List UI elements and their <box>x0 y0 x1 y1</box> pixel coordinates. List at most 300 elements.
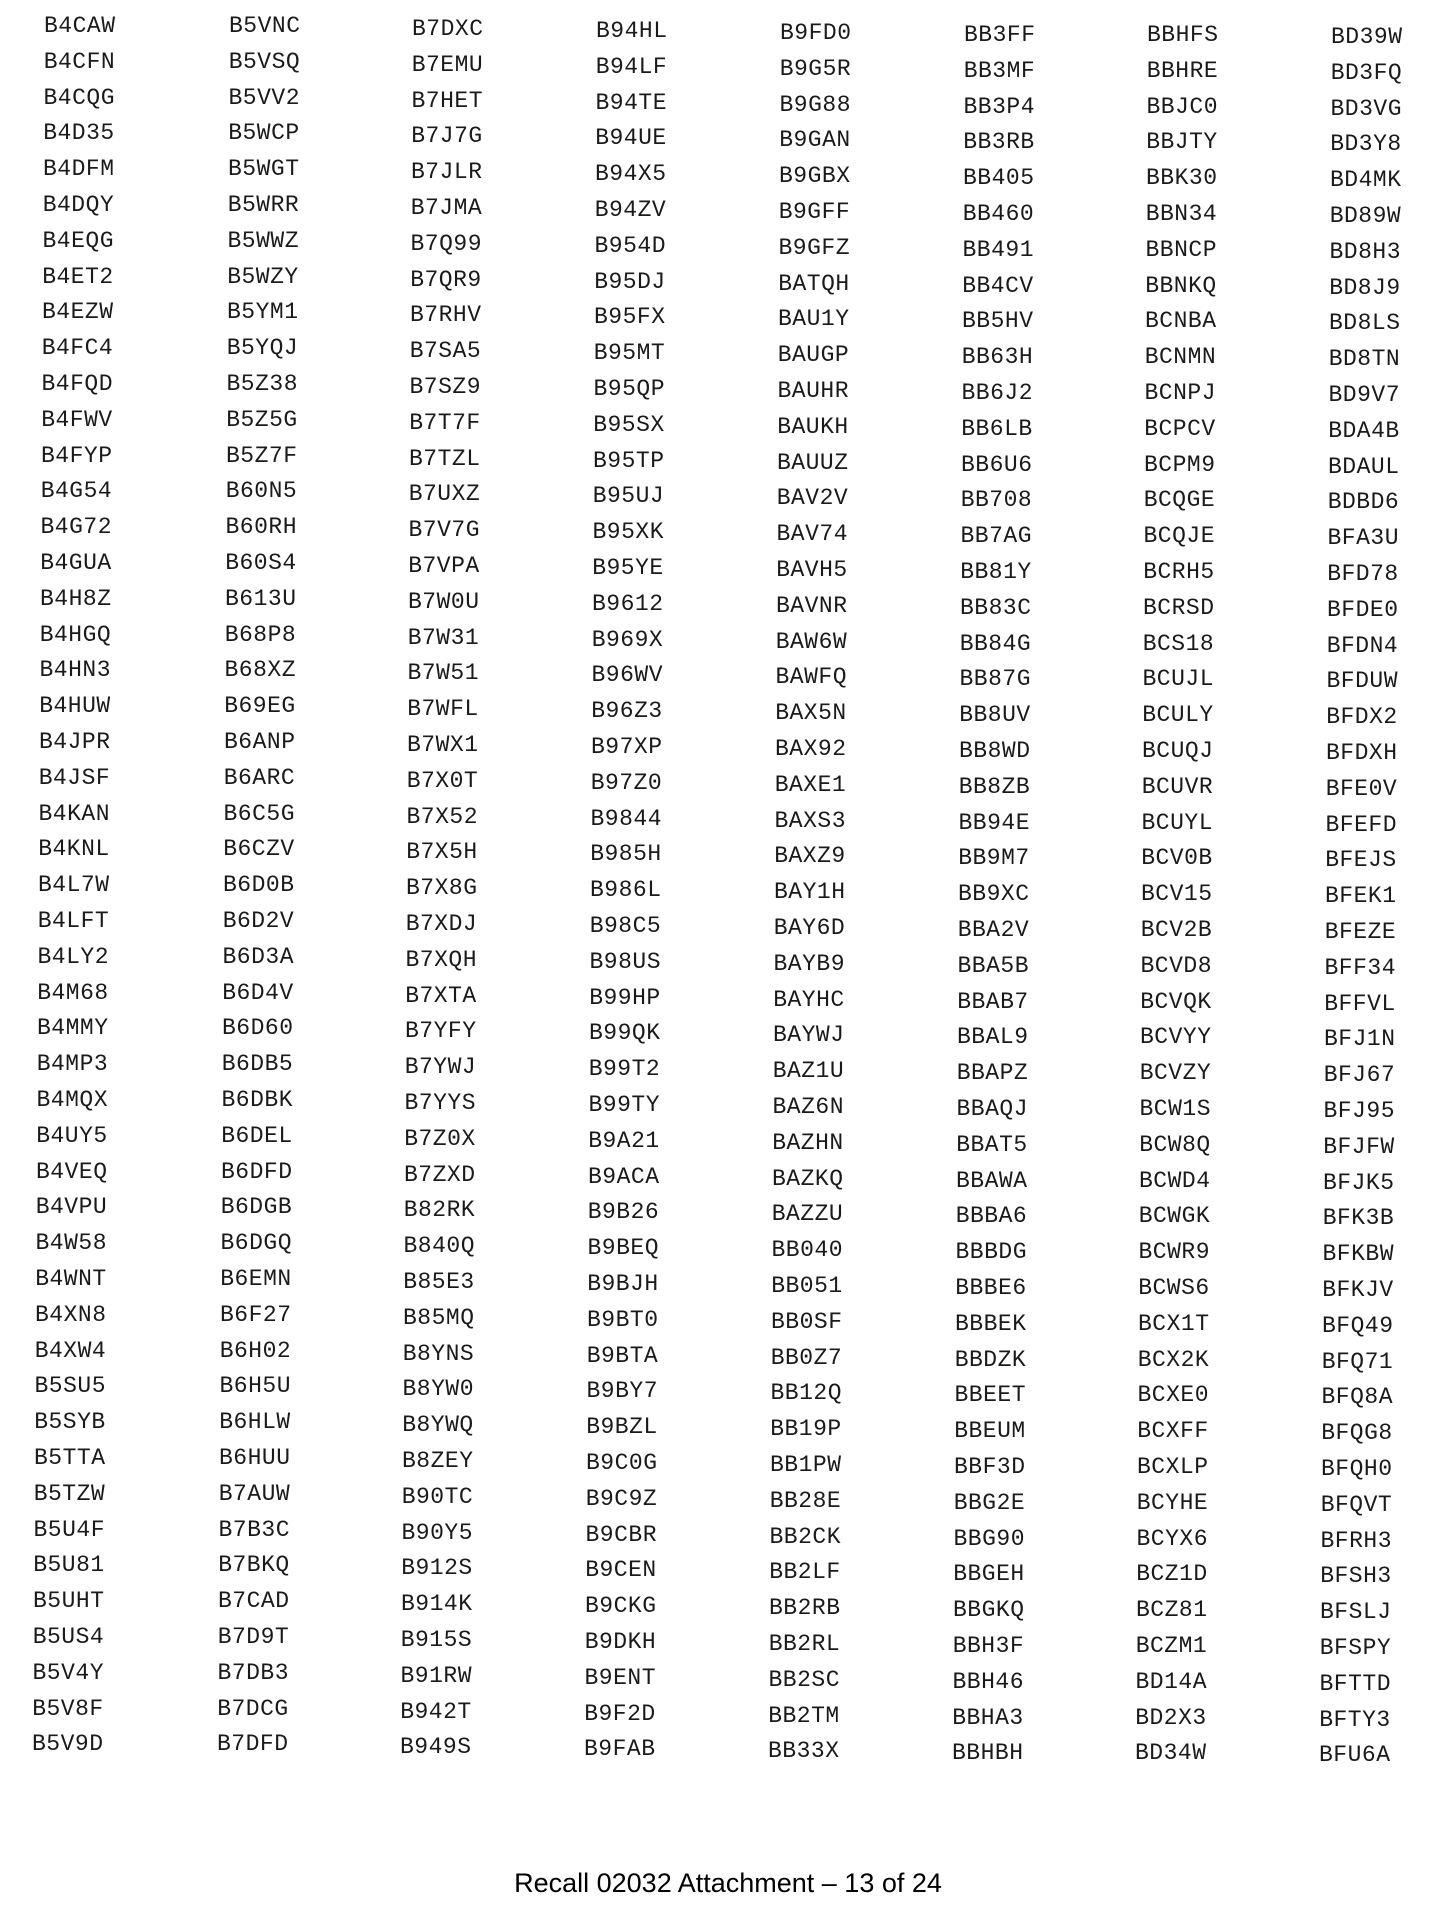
code-cell: BBGKQ <box>953 1597 1025 1624</box>
code-cell: BB0Z7 <box>770 1344 843 1371</box>
code-cell: B986L <box>590 877 662 904</box>
code-cell: BFTY3 <box>1319 1706 1391 1733</box>
code-cell: BAV2V <box>776 485 849 512</box>
code-cell: BDA4B <box>1328 417 1400 444</box>
code-cell: BB8WD <box>959 738 1031 764</box>
code-cell: BFTTD <box>1319 1670 1392 1697</box>
code-cell: B7JMA <box>410 195 483 221</box>
code-cell: B85MQ <box>403 1304 475 1331</box>
code-cell: B7Z0X <box>404 1125 476 1152</box>
code-cell: BCVZY <box>1139 1060 1212 1087</box>
code-cell: B95QP <box>593 376 666 402</box>
code-cell: B4CFN <box>43 48 116 75</box>
code-cell: BAYB9 <box>773 950 846 977</box>
code-cell: B95XK <box>592 519 665 546</box>
code-cell: B60RH <box>225 514 298 541</box>
code-cell: B7Q99 <box>410 230 483 257</box>
code-cell: B4KAN <box>38 800 111 827</box>
code-cell: B7RHV <box>410 302 482 329</box>
code-cell: BD8LS <box>1329 310 1401 337</box>
code-cell: BD9V7 <box>1328 382 1401 408</box>
code-cell: BD8H3 <box>1329 238 1402 265</box>
code-cell: B6F27 <box>220 1301 292 1328</box>
code-cell: BFDUW <box>1326 668 1399 695</box>
code-cell: B912S <box>401 1555 473 1582</box>
code-cell: B5VSQ <box>228 48 301 75</box>
code-cell: B7W31 <box>407 624 480 651</box>
code-cell: B7B3C <box>218 1516 291 1543</box>
code-cell: B94ZV <box>594 197 667 223</box>
code-cell: BAX92 <box>775 736 847 762</box>
code-cell: BAX5N <box>775 700 847 727</box>
code-cell: BB9M7 <box>958 845 1030 872</box>
code-cell: BBA2V <box>957 917 1030 943</box>
code-cell: BAVNR <box>776 592 848 619</box>
code-cell: B7BKQ <box>218 1552 290 1579</box>
code-cell: B8YNS <box>402 1340 475 1367</box>
code-cell: B5TZW <box>33 1480 106 1507</box>
code-cell: B4LY2 <box>37 943 110 970</box>
code-cell: B9B26 <box>587 1199 660 1226</box>
code-cell: BAZ1U <box>772 1058 845 1085</box>
code-cell: BBAPZ <box>956 1060 1029 1087</box>
code-cell: B7W51 <box>407 660 480 687</box>
code-column <box>217 0 409 1820</box>
code-cell: B5WWZ <box>227 227 300 254</box>
code-cell: B9GBX <box>779 163 851 190</box>
code-cell: BD3FQ <box>1330 59 1403 86</box>
code-cell: B68P8 <box>224 621 297 648</box>
code-cell: BFEZE <box>1324 919 1397 945</box>
code-cell: B8YWQ <box>402 1412 474 1439</box>
code-column <box>1135 0 1327 1820</box>
code-cell: BD3VG <box>1330 95 1403 122</box>
code-cell: B95MT <box>593 340 666 367</box>
code-cell: BCUYL <box>1141 809 1214 836</box>
code-cell: BCXE0 <box>1137 1382 1210 1409</box>
code-cell: B9BZL <box>586 1414 658 1441</box>
code-cell: B8YW0 <box>402 1376 475 1403</box>
code-cell: B7X0T <box>406 767 479 794</box>
code-cell: BAZHN <box>772 1129 844 1156</box>
code-cell: B6ARC <box>223 764 296 791</box>
code-cell: BCWD4 <box>1139 1167 1211 1194</box>
code-cell: BBA5B <box>957 952 1030 979</box>
code-cell: B6DBK <box>221 1087 294 1113</box>
code-cell: BB2CK <box>769 1523 842 1550</box>
code-cell: B6DFD <box>221 1158 293 1185</box>
code-cell: B6EMN <box>220 1266 292 1292</box>
code-cell: B5U81 <box>33 1552 105 1579</box>
code-column <box>32 0 224 1820</box>
code-cell: BFE0V <box>1325 775 1398 802</box>
code-cell: B7DB3 <box>217 1659 290 1686</box>
code-cell: B95UJ <box>592 483 665 510</box>
code-cell: B7DFD <box>217 1731 289 1758</box>
code-cell: BCV15 <box>1141 881 1213 908</box>
code-cell: B7XTA <box>405 982 477 1009</box>
code-cell: B9G5R <box>779 55 852 82</box>
code-cell: BB2RB <box>769 1595 841 1622</box>
code-cell: B6DEL <box>221 1122 293 1149</box>
code-cell: B95YE <box>592 555 664 581</box>
code-cell: BBHA3 <box>952 1704 1024 1731</box>
code-cell: BCVQK <box>1140 988 1212 1015</box>
code-cell: B7X52 <box>406 803 479 830</box>
code-cell: BBNCP <box>1145 236 1218 263</box>
code-cell: BAXZ9 <box>774 843 846 870</box>
code-cell: BBG2E <box>953 1489 1026 1516</box>
code-cell: B68XZ <box>224 657 297 684</box>
code-cell: BB8ZB <box>958 773 1031 800</box>
code-cell: BBF3D <box>954 1454 1026 1480</box>
code-cell: B5V8F <box>32 1695 104 1722</box>
code-cell: B4G72 <box>40 514 113 541</box>
code-cell: BCNBA <box>1145 308 1217 335</box>
code-cell: B5SYB <box>34 1409 106 1436</box>
code-cell: B8ZEY <box>402 1448 474 1474</box>
page-footer: Recall 02032 Attachment – 13 of 24 <box>514 1868 942 1898</box>
code-cell: B9G88 <box>779 91 852 118</box>
code-cell: BBHBH <box>952 1740 1024 1767</box>
code-cell: BB5HV <box>962 308 1034 335</box>
code-cell: BAV74 <box>776 521 849 548</box>
code-cell: B4DQY <box>42 192 115 218</box>
code-cell: B914K <box>401 1591 473 1618</box>
code-cell: B7T7F <box>409 409 481 436</box>
code-cell: B90Y5 <box>401 1519 474 1546</box>
code-cell: BBH46 <box>952 1668 1025 1695</box>
code-cell: B9CBR <box>585 1521 658 1548</box>
code-cell: BAUKH <box>777 413 849 440</box>
code-cell: BB83C <box>960 594 1032 621</box>
code-cell: BAUGP <box>777 342 850 369</box>
code-cell: BB405 <box>963 165 1035 192</box>
code-cell: B985H <box>590 841 662 868</box>
code-cell: BATQH <box>778 270 850 297</box>
code-cell: B7XQH <box>405 946 478 973</box>
code-cell: BAZ6N <box>772 1094 845 1120</box>
code-cell: B4JSF <box>38 764 111 791</box>
code-cell: BBG90 <box>953 1525 1026 1552</box>
code-cell: B4LFT <box>37 908 110 934</box>
code-cell: BFA3U <box>1327 525 1400 552</box>
code-cell: BBJC0 <box>1146 93 1219 120</box>
code-cell: BB33X <box>768 1738 840 1765</box>
code-cell: BFSLJ <box>1320 1599 1392 1626</box>
code-cell: BFJFW <box>1323 1133 1395 1160</box>
code-cell: B4UY5 <box>36 1122 108 1149</box>
code-cell: B4HN3 <box>39 657 112 684</box>
code-cell: BBGEH <box>953 1561 1025 1588</box>
code-cell: B7V7G <box>408 517 481 544</box>
code-cell: BFDE0 <box>1327 596 1399 623</box>
code-cell: BAWFQ <box>775 664 848 691</box>
code-cell: BB1PW <box>770 1452 842 1478</box>
code-cell: B4FYP <box>41 442 113 469</box>
code-cell: B94LF <box>595 53 668 80</box>
code-cell: B969X <box>591 626 664 653</box>
code-cell: B5WRR <box>227 192 300 218</box>
code-cell: BB9XC <box>958 881 1030 908</box>
code-cell: B5V4Y <box>32 1659 105 1686</box>
code-column <box>400 0 592 1820</box>
code-cell: BB491 <box>962 236 1035 263</box>
code-cell: B9A21 <box>588 1127 660 1154</box>
code-cell: BFQ71 <box>1321 1348 1394 1375</box>
code-cell: BCVYY <box>1140 1024 1212 1051</box>
code-cell: BB19P <box>770 1416 842 1443</box>
code-cell: B9ACA <box>588 1163 660 1190</box>
code-cell: BCS18 <box>1142 630 1215 657</box>
code-cell: BCVD8 <box>1140 952 1213 979</box>
code-cell: BBEET <box>954 1382 1027 1409</box>
code-cell: B5V9D <box>32 1731 104 1758</box>
code-cell: B95DJ <box>594 268 666 295</box>
code-cell: B4HGQ <box>39 621 112 648</box>
code-cell: B9BY7 <box>586 1378 659 1405</box>
code-cell: B9BT0 <box>587 1306 659 1333</box>
code-cell: B915S <box>400 1627 473 1653</box>
code-cell: B9FD0 <box>780 20 852 46</box>
code-cell: BD2X3 <box>1135 1704 1207 1731</box>
code-cell: B94HL <box>596 18 668 44</box>
code-cell: B4G54 <box>40 478 113 505</box>
code-cell: B4VPU <box>35 1194 108 1221</box>
code-cell: BFFVL <box>1324 990 1396 1017</box>
code-cell: B7UXZ <box>408 481 481 508</box>
code-cell: B6HUU <box>219 1445 291 1471</box>
code-cell: BAY6D <box>773 915 846 941</box>
code-cell: BB12Q <box>770 1380 843 1407</box>
code-cell: BFK3B <box>1322 1205 1395 1232</box>
code-cell: BCWS6 <box>1138 1275 1210 1301</box>
code-cell: B5Z38 <box>226 371 299 397</box>
code-cell: B942T <box>400 1698 472 1725</box>
code-cell: B60S4 <box>225 550 297 576</box>
code-cell: B9DKH <box>584 1629 657 1655</box>
code-cell: B60N5 <box>225 478 298 505</box>
code-cell: B7VPA <box>408 553 480 579</box>
code-cell: BAZKQ <box>772 1165 844 1192</box>
code-cell: BBNKQ <box>1145 272 1217 299</box>
code-cell: B5Z5G <box>226 406 298 433</box>
code-cell: BCZ81 <box>1136 1597 1208 1624</box>
code-cell: B7X8G <box>406 875 478 902</box>
code-cell: BCZ1D <box>1136 1561 1208 1588</box>
code-cell: BB460 <box>962 201 1035 227</box>
code-cell: B7WX1 <box>407 732 479 758</box>
code-cell: B98C5 <box>589 913 662 939</box>
code-cell: B9GFF <box>778 199 851 225</box>
code-cell: BBN34 <box>1145 201 1218 227</box>
code-cell: BCV2B <box>1140 917 1213 943</box>
code-cell: B7YWJ <box>404 1054 477 1081</box>
code-cell: BB87G <box>959 666 1032 693</box>
code-cell: BBH3F <box>952 1633 1025 1659</box>
code-cell: BAYHC <box>773 986 845 1013</box>
code-cell: B7CAD <box>218 1588 290 1615</box>
code-column <box>768 0 960 1820</box>
code-cell: BFEFD <box>1325 811 1398 838</box>
code-cell: B613U <box>225 585 297 612</box>
code-cell: B95SX <box>593 411 665 438</box>
code-cell: BCNPJ <box>1144 380 1217 406</box>
code-cell: BAU1Y <box>778 306 850 333</box>
code-cell: B6CZV <box>223 836 295 863</box>
code-cell: BBAWA <box>956 1167 1028 1194</box>
code-cell: B5Z7F <box>226 442 298 469</box>
code-cell: BD8TN <box>1328 346 1401 373</box>
code-cell: BCPM9 <box>1144 451 1216 478</box>
code-cell: B7JLR <box>411 159 483 186</box>
code-cell: BFF34 <box>1324 954 1397 981</box>
code-cell: BBAB7 <box>957 988 1029 1015</box>
code-cell: BFJ67 <box>1323 1062 1396 1089</box>
code-cell: B5WCP <box>228 120 300 147</box>
code-cell: BFSH3 <box>1320 1563 1392 1590</box>
code-cell: B9CKG <box>585 1593 657 1620</box>
code-cell: BB2RL <box>768 1631 841 1657</box>
code-cell: B4MP3 <box>36 1051 109 1078</box>
code-cell: BB2SC <box>768 1666 841 1693</box>
code-cell: BBAL9 <box>957 1024 1029 1051</box>
code-cell: BBHFS <box>1147 22 1219 48</box>
code-cell: B4JPR <box>39 729 111 755</box>
code-cell: BFJK5 <box>1323 1169 1395 1196</box>
code-cell: BCRSD <box>1143 594 1215 621</box>
code-cell: B98US <box>589 948 662 975</box>
code-cell: BB0SF <box>771 1308 843 1335</box>
code-cell: BAXE1 <box>774 771 847 798</box>
code-cell: B99HP <box>589 984 661 1011</box>
code-cell: B4EQG <box>42 227 115 254</box>
code-cell: BB3MF <box>963 57 1036 84</box>
code-cell: BCQJE <box>1143 523 1216 550</box>
code-cell: B7XDJ <box>405 911 478 937</box>
code-cell: BBBDG <box>955 1239 1028 1266</box>
code-cell: B6D2V <box>222 908 295 934</box>
code-cell: B4KNL <box>38 836 110 863</box>
code-cell: B4MMY <box>37 1015 109 1042</box>
code-cell: B7DCG <box>217 1695 289 1722</box>
code-cell: B5US4 <box>32 1624 105 1650</box>
code-cell: BFEJS <box>1325 847 1397 874</box>
code-cell: B5VNC <box>229 13 301 39</box>
code-cell: BDAUL <box>1328 453 1400 480</box>
code-cell: B7TZL <box>409 445 481 472</box>
code-cell: BCX1T <box>1138 1310 1210 1337</box>
code-cell: B5WZY <box>227 263 299 290</box>
code-cell: BCNMN <box>1144 344 1217 371</box>
code-cell: BAVH5 <box>776 557 848 583</box>
code-cell: B5YM1 <box>227 299 299 326</box>
code-cell: BAUUZ <box>777 449 849 476</box>
code-cell: BBDZK <box>954 1346 1027 1373</box>
code-cell: BBHRE <box>1146 57 1219 84</box>
code-cell: B9C0G <box>586 1450 658 1476</box>
code-cell: B6DB5 <box>221 1051 294 1078</box>
code-cell: BBAQJ <box>956 1096 1029 1122</box>
code-cell: BB708 <box>960 487 1033 514</box>
code-cell: BAW6W <box>775 628 848 655</box>
code-cell: B4D35 <box>43 120 115 147</box>
code-cell: BFQG8 <box>1321 1420 1393 1447</box>
code-cell: BBEUM <box>954 1418 1026 1445</box>
code-cell: B9612 <box>592 590 664 617</box>
code-cell: BFDXH <box>1326 740 1398 766</box>
code-cell: B954D <box>594 232 667 259</box>
code-cell: BBBE6 <box>955 1275 1027 1301</box>
code-cell: B4FC4 <box>41 335 114 362</box>
code-cell: BFD78 <box>1327 561 1399 587</box>
code-cell: BD14A <box>1135 1668 1208 1695</box>
code-cell: B94X5 <box>595 161 667 188</box>
code-cell: B5YQJ <box>226 335 299 362</box>
code-cell: BD89W <box>1329 203 1402 229</box>
code-column <box>1319 0 1456 1820</box>
code-cell: B7SZ9 <box>409 374 482 400</box>
code-cell: B9BEQ <box>587 1235 660 1262</box>
code-cell: BAY1H <box>774 879 846 906</box>
code-cell: B5WGT <box>228 156 300 183</box>
code-cell: BCW1S <box>1139 1096 1212 1122</box>
code-cell: B9FAB <box>584 1736 656 1763</box>
code-cell: B6D3A <box>222 943 295 970</box>
code-cell: BCUVR <box>1141 773 1214 800</box>
code-cell: B99T2 <box>588 1056 661 1083</box>
code-cell: B9GFZ <box>778 234 851 261</box>
code-cell: B4XN8 <box>35 1301 107 1328</box>
code-cell: B4VEQ <box>36 1158 108 1185</box>
code-cell: BD3Y8 <box>1330 131 1402 158</box>
code-cell: BB7AG <box>960 523 1033 550</box>
code-cell: BB051 <box>771 1273 843 1299</box>
code-cell: B6D4V <box>222 979 294 1006</box>
code-cell: BCRH5 <box>1143 559 1215 585</box>
code-cell: B6H5U <box>219 1373 292 1400</box>
code-cell: B69EG <box>224 693 296 720</box>
code-cell: B5SU5 <box>34 1373 107 1400</box>
code-cell: B4L7W <box>38 872 110 899</box>
code-cell: BAZZU <box>771 1201 844 1228</box>
code-cell: B4M68 <box>37 979 109 1006</box>
code-cell: B6D60 <box>222 1015 294 1042</box>
code-cell: BFJ95 <box>1323 1098 1396 1124</box>
code-cell: B6D0B <box>223 872 295 899</box>
code-cell: BCXFF <box>1137 1418 1209 1445</box>
code-cell: B94TE <box>595 89 668 116</box>
code-cell: BCQGE <box>1143 487 1216 514</box>
code-cell: B82RK <box>403 1197 476 1224</box>
code-cell: BCXLP <box>1137 1454 1209 1480</box>
code-cell: BB6LB <box>961 415 1033 442</box>
code-cell: BBBEK <box>955 1310 1027 1337</box>
code-cell: B4EZW <box>42 299 114 326</box>
code-cell: BFU6A <box>1319 1742 1391 1769</box>
code-cell: B7SA5 <box>409 338 482 365</box>
code-cell: B9BTA <box>586 1342 659 1369</box>
code-cell: B949S <box>400 1734 472 1761</box>
code-cell: BB84G <box>959 630 1032 657</box>
code-cell: B9844 <box>590 805 663 832</box>
code-cell: B4H8Z <box>40 585 112 612</box>
code-cell: B4MQX <box>36 1087 109 1113</box>
code-cell: B6ANP <box>224 729 296 755</box>
code-cell: BCUQJ <box>1142 738 1214 764</box>
code-cell: B9GAN <box>779 127 851 154</box>
code-cell: BCZM1 <box>1135 1633 1208 1659</box>
